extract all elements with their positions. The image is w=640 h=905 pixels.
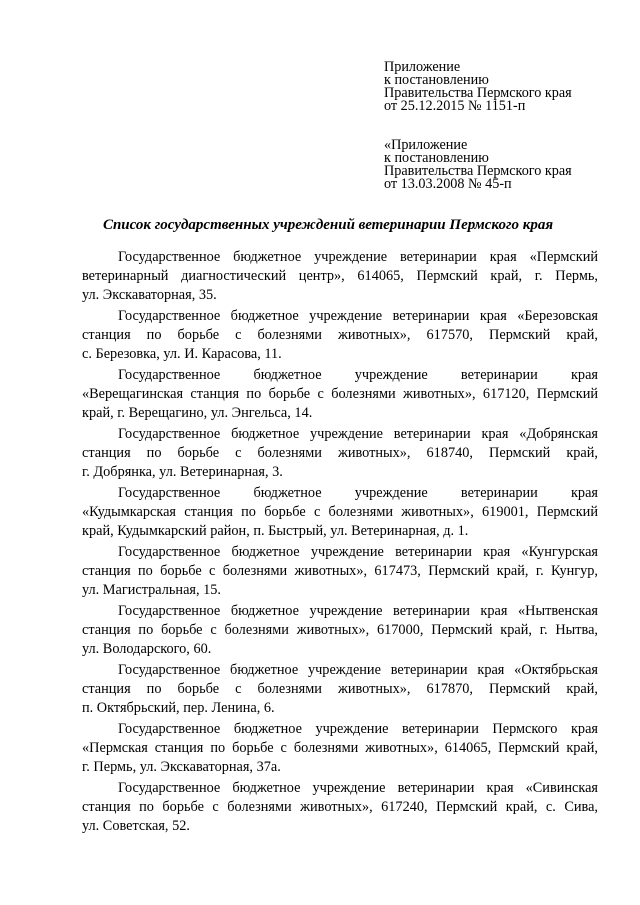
annex-note-current <box>384 61 614 113</box>
entry-line: Государственное бюджетное учреждение ветеринарии края «Березовская <box>118 308 598 324</box>
entry-line: г. Добрянка, ул. Ветеринарная, 3. <box>82 464 283 480</box>
institution-entry <box>82 307 598 364</box>
entry-line: г. Пермь, ул. Экскаваторная, 37а. <box>82 759 281 775</box>
entry-line: Государственное бюджетное учреждение ветеринарии края «Добрянская <box>118 426 598 442</box>
annex-line: к постановлению <box>384 72 489 88</box>
entry-line: Государственное бюджетное учреждение ветеринарии края «Сивинская <box>118 780 598 796</box>
annex-note-original <box>384 139 614 191</box>
institution-entry <box>82 248 598 305</box>
annex-line: Правительства Пермского края <box>384 85 572 101</box>
institution-entry <box>82 543 598 600</box>
entry-line: Государственное бюджетное учреждение ветеринарии Пермского края <box>118 721 598 737</box>
entry-line: Государственное бюджетное учреждение ветеринарии края <box>118 485 598 501</box>
entry-line: станция по борьбе с болезнями животных», 617473, Пермский край, г. Кунгур, <box>82 563 598 579</box>
entry-line: п. Октябрьский, пер. Ленина, 6. <box>82 700 275 716</box>
entry-line: станция по борьбе с болезнями животных», 617870, Пермский край, <box>82 681 598 697</box>
institution-list <box>82 248 598 838</box>
entry-line: Государственное бюджетное учреждение ветеринарии края «Октябрьская <box>118 662 598 678</box>
institution-entry <box>82 484 598 541</box>
entry-line: станция по борьбе с болезнями животных», 617000, Пермский край, г. Нытва, <box>82 622 598 638</box>
entry-line: край, г. Верещагино, ул. Энгельса, 14. <box>82 405 313 421</box>
entry-line: ул. Советская, 52. <box>82 818 190 834</box>
entry-line: станция по борьбе с болезнями животных», 617240, Пермский край, с. Сива, <box>82 799 598 815</box>
entry-line: ветеринарный диагностический центр», 614065, Пермский край, г. Пермь, <box>82 268 598 284</box>
entry-line: край, Кудымкарский район, п. Быстрый, ул. Ветеринарная, д. 1. <box>82 523 469 539</box>
entry-line: ул. Володарского, 60. <box>82 641 212 657</box>
entry-line: Государственное бюджетное учреждение ветеринарии края «Кунгурская <box>118 544 598 560</box>
entry-line: «Кудымкарская станция по борьбе с болезнями животных», 619001, Пермский <box>82 504 598 520</box>
entry-line: Государственное бюджетное учреждение ветеринарии края «Пермский <box>118 249 598 265</box>
annex-line: к постановлению <box>384 150 489 166</box>
institution-entry <box>82 779 598 836</box>
annex-line: Приложение <box>384 59 461 75</box>
institution-entry <box>82 602 598 659</box>
institution-entry <box>82 720 598 777</box>
annex-line: Правительства Пермского края <box>384 163 572 179</box>
annex-line: от 13.03.2008 № 45-п <box>384 176 512 192</box>
entry-line: станция по борьбе с болезнями животных», 617570, Пермский край, <box>82 327 598 343</box>
institution-entry <box>82 425 598 482</box>
entry-line: с. Березовка, ул. И. Карасова, 11. <box>82 346 282 362</box>
entry-line: станция по борьбе с болезнями животных», 618740, Пермский край, <box>82 445 598 461</box>
document-title: Список государственных учреждений ветеринарии Пермского края <box>102 217 554 233</box>
entry-line: «Пермская станция по борьбе с болезнями животных», 614065, Пермский край, <box>82 740 598 756</box>
entry-line: ул. Экскаваторная, 35. <box>82 287 217 303</box>
institution-entry <box>82 661 598 718</box>
entry-line: ул. Магистральная, 15. <box>82 582 222 598</box>
annex-line: «Приложение <box>384 137 468 153</box>
entry-line: Государственное бюджетное учреждение ветеринарии края «Нытвенская <box>118 603 598 619</box>
entry-line: Государственное бюджетное учреждение ветеринарии края <box>118 367 598 383</box>
entry-line: «Верещагинская станция по борьбе с болезнями животных», 617120, Пермский <box>82 386 598 402</box>
annex-line: от 25.12.2015 № 1151-п <box>384 98 526 114</box>
institution-entry <box>82 366 598 423</box>
